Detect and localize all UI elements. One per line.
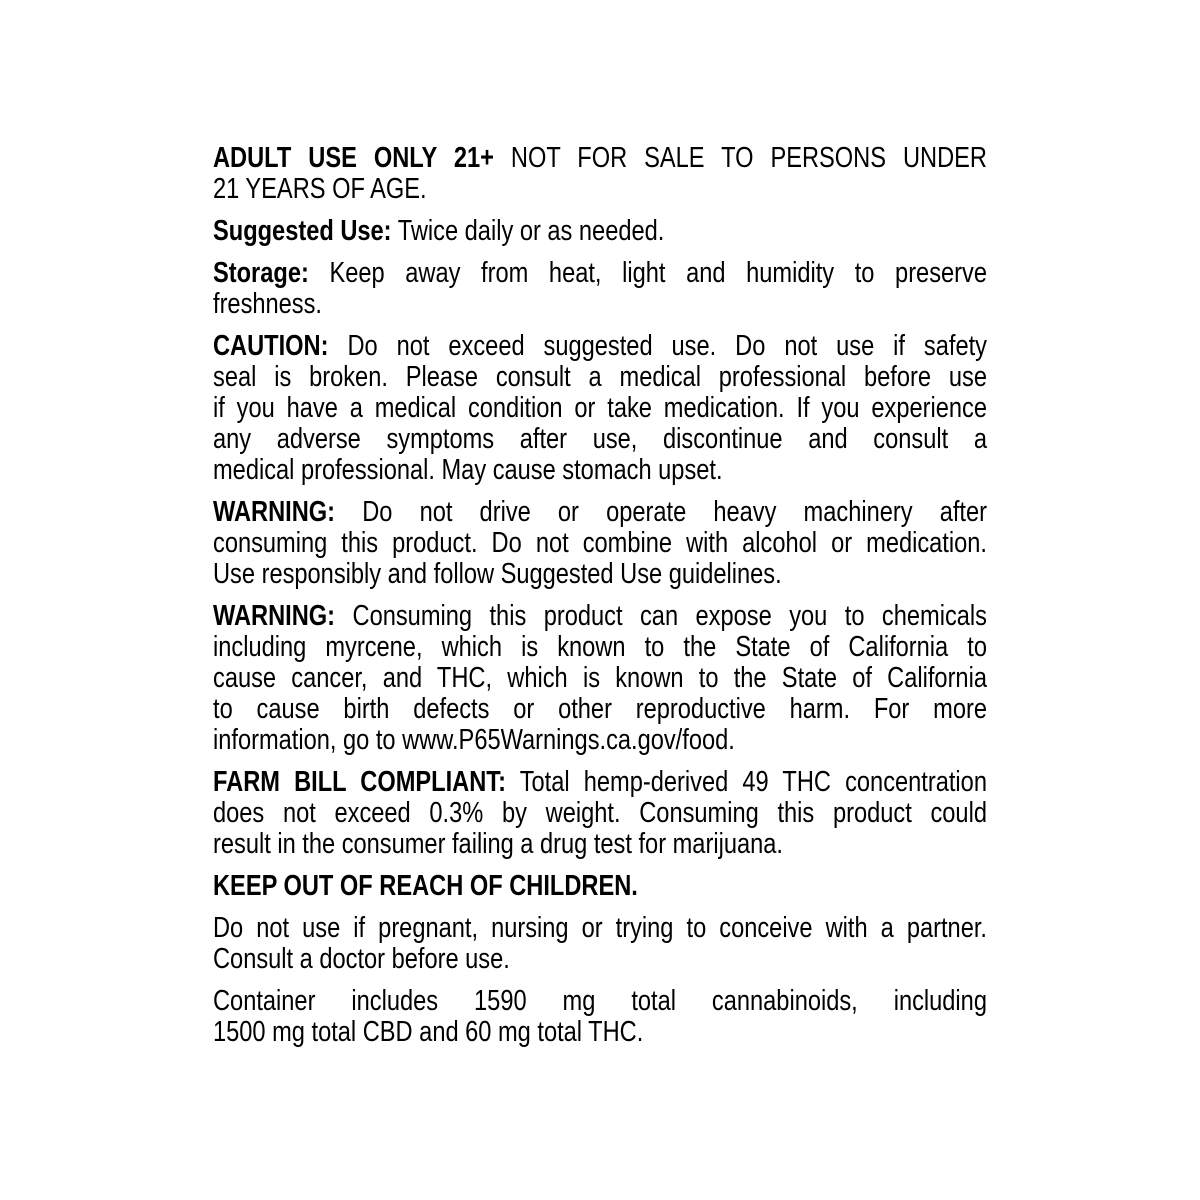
text-line <box>213 871 987 902</box>
text-line <box>213 174 987 205</box>
text-line <box>213 497 987 528</box>
paragraph <box>213 986 987 1048</box>
paragraph <box>213 871 987 902</box>
paragraph <box>213 331 987 486</box>
text-line <box>213 362 987 393</box>
text-line <box>213 424 987 455</box>
text-line <box>213 455 987 486</box>
paragraph-text: including myrcene, which is known to the State of California to <box>213 631 987 663</box>
paragraph <box>213 143 987 205</box>
paragraph-text: Container includes 1590 mg total cannabinoids, including <box>213 985 987 1017</box>
text-line <box>213 694 987 725</box>
paragraph-text: freshness. <box>213 288 323 320</box>
paragraph-label: CAUTION: <box>213 330 329 362</box>
paragraph-label: WARNING: <box>213 496 336 528</box>
text-line <box>213 331 987 362</box>
paragraph-text: medical professional. May cause stomach upset. <box>213 454 723 486</box>
text-line <box>213 1017 987 1048</box>
paragraph-text: Do not drive or operate heavy machinery after <box>362 496 987 528</box>
paragraph-text: Total hemp-derived 49 THC concentration <box>519 766 987 798</box>
text-line <box>213 725 987 756</box>
paragraph-text: NOT FOR SALE TO PERSONS UNDER <box>510 142 987 174</box>
paragraph-label: Suggested Use: <box>213 215 392 247</box>
text-line <box>213 528 987 559</box>
paragraph-label: ADULT USE ONLY 21+ <box>213 142 494 174</box>
paragraph-text: Consuming this product can expose you to chemicals <box>352 600 987 632</box>
paragraph <box>213 601 987 756</box>
paragraph-text: Twice daily or as needed. <box>397 215 665 247</box>
paragraph-text: information, go to www.P65Warnings.ca.gov/food. <box>213 724 735 756</box>
text-line <box>213 767 987 798</box>
label-text <box>213 143 987 1059</box>
paragraph-text: 21 YEARS OF AGE. <box>213 173 427 205</box>
text-line <box>213 143 987 174</box>
paragraph-text: Consult a doctor before use. <box>213 943 510 975</box>
text-line <box>213 829 987 860</box>
text-line <box>213 601 987 632</box>
text-line <box>213 663 987 694</box>
paragraph-text: cause cancer, and THC, which is known to the State of California <box>213 662 987 694</box>
text-line <box>213 289 987 320</box>
paragraph-text: Do not exceed suggested use. Do not use if safety <box>347 330 987 362</box>
text-line <box>213 944 987 975</box>
paragraph-text: Use responsibly and follow Suggested Use guidelines. <box>213 558 782 590</box>
text-line <box>213 986 987 1017</box>
paragraph <box>213 767 987 860</box>
paragraph-text: Keep away from heat, light and humidity to preserve <box>329 257 987 289</box>
paragraph <box>213 216 987 247</box>
paragraph-text: seal is broken. Please consult a medical professional before use <box>213 361 987 393</box>
paragraph-label: KEEP OUT OF REACH OF CHILDREN. <box>213 870 638 902</box>
paragraph-text: to cause birth defects or other reproductive harm. For more <box>213 693 987 725</box>
paragraph-text: any adverse symptoms after use, discontinue and consult a <box>213 423 987 455</box>
paragraph-text: result in the consumer failing a drug test for marijuana. <box>213 828 783 860</box>
text-line <box>213 258 987 289</box>
text-line <box>213 632 987 663</box>
paragraph <box>213 913 987 975</box>
paragraph-text: Do not use if pregnant, nursing or trying to conceive with a partner. <box>213 912 987 944</box>
paragraph-text: if you have a medical condition or take medication. If you experience <box>213 392 987 424</box>
paragraph-label: WARNING: <box>213 600 336 632</box>
text-line <box>213 216 987 247</box>
text-line <box>213 393 987 424</box>
text-line <box>213 559 987 590</box>
paragraph-text: consuming this product. Do not combine with alcohol or medication. <box>213 527 987 559</box>
paragraph-label: Storage: <box>213 257 309 289</box>
paragraph-text: 1500 mg total CBD and 60 mg total THC. <box>213 1016 644 1048</box>
paragraph-text: does not exceed 0.3% by weight. Consuming this product could <box>213 797 987 829</box>
text-line <box>213 913 987 944</box>
paragraph <box>213 258 987 320</box>
paragraph-label: FARM BILL COMPLIANT: <box>213 766 506 798</box>
text-line <box>213 798 987 829</box>
paragraph <box>213 497 987 590</box>
